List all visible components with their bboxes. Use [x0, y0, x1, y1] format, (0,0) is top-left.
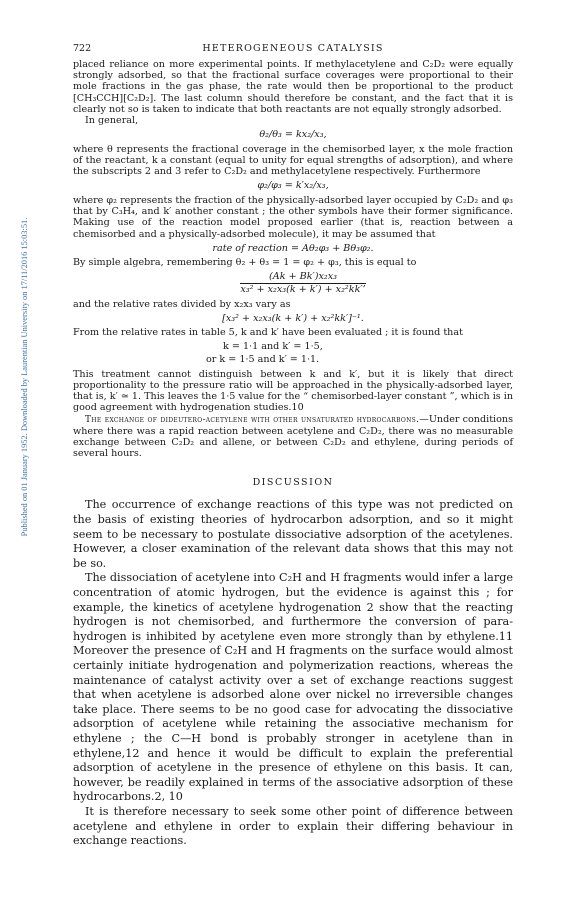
paragraph-3: where θ represents the fractional coverage in the chemisorbed layer, x the mole fraction of the reactant, k a constant (equal to unity for equal strengths of adsorption), and where the subscripts 2 and 3 refer to C₂D₂ and methylacetylene respectively. Furthermore — [73, 143, 513, 178]
section-run-in-heading: The exchange of dideutero-acetylene with other unsaturated hydrocarbons. — [85, 414, 420, 425]
equation-4: [x₃² + x₂x₃(k + k′) + x₂²kk′]⁻¹. — [222, 312, 364, 324]
page-number: 722 — [73, 43, 92, 54]
fraction-numerator: (Ak + Bk′)x₂x₃ — [240, 271, 365, 284]
discussion-paragraph-2: The dissociation of acetylene into C₂H and H fragments would infer a large concentration of atomic hydrogen, but the evidence is against this ; for example, the kinetics of acetylene hydrogenation 2 show that the reacting hydrogen is not chemisorbed, and furthermore the conversion of para-hydrogen is inhibited by acetylene even more strongly than by ethylene.11 Moreover the presence of C₂H and H fragments on the surface would almost certainly initiate hydrogenation and polymerization reactions, whereas the maintenance of catalyst activity over a set of exchange reactions suggest that when acetylene is adsorbed alone over nickel no irreversible changes take place. There seems to be no good case for advocating the dissociative adsorption of acetylene while retaining the associative mechanism for ethylene ; the C—H bond is probably stronger in acetylene than in ethylene,12 and hence it would be difficult to explain the preferential adsorption of acetylene in the presence of ethylene on this basis. It can, however, be readily explained in terms of the associative adsorption of these hydrocarbons.2, 10 — [73, 571, 513, 804]
paragraph-8: This treatment cannot distinguish between k and k′, but it is likely that direct proportionality to the pressure ratio will be approached in the physically-adsorbed layer, that is, k′ ≃ 1. This leaves the 1·5 value for the “ chemisorbed-layer constant ”, which is in good agreement with hydrogenation studies.10 — [73, 368, 513, 414]
paragraph-9-text: —Under conditions where there was a rapid reaction between acetylene and C₂D₂, there was no measurable exchange between C₂D₂ and allene, or between C₂D₂ and ethylene, during periods of several hours. — [73, 413, 513, 460]
discussion-paragraph-1: The occurrence of exchange reactions of this type was not predicted on the basis of existing theories of hydrocarbon adsorption, and so it might seem to be necessary to postulate dissociative adsorption of the acetylenes. However, a closer examination of the relevant data shows that this may not be so. — [73, 498, 513, 570]
paragraph-4: where φ₂ represents the fraction of the physically-adsorbed layer occupied by C₂D₂ and φ₃ that by C₃H₄, and k′ another constant ; the other symbols have their former significance. Making use of the reaction model proposed earlier (that is, reaction between a chemisorbed and a physically-adsorbed molecule), it may be assumed that — [73, 195, 513, 240]
paragraph-1: placed reliance on more experimental points. If methylacetylene and C₂D₂ were equally strongly adsorbed, so that the fractional surface coverages were proportional to their mole fractions in the gas phase, the rate would then be proportional to the product [CH₃CCH][C₂D₂]. The last column should therefore be constant, and the fact that it is clearly not so is taken to indicate that both reactants are not equally strongly adsorbed. — [73, 59, 513, 115]
equation-1: θ₂/θ₃ = kx₂/x₃, — [259, 129, 327, 141]
fraction-equation — [93, 271, 513, 296]
paragraph-2: In general, — [85, 115, 139, 127]
paragraph-7: From the relative rates in table 5, k and k′ have been evaluated ; it is found that — [73, 327, 463, 339]
equation-5: k = 1·1 and k′ = 1·5, — [223, 340, 323, 352]
paragraph-9 — [73, 414, 513, 460]
fraction-denominator: x₃² + x₂x₃(k + k′) + x₂²kk′’ — [240, 283, 366, 295]
page-header — [73, 43, 513, 59]
discussion-body — [73, 498, 513, 848]
running-head: HETEROGENEOUS CATALYSIS — [202, 43, 384, 54]
paragraph-5: By simple algebra, remembering θ₂ + θ₃ = 1 = φ₂ + φ₃, this is equal to — [73, 257, 417, 269]
equation-2: φ₂/φ₃ = k′x₂/x₃, — [257, 180, 329, 192]
download-watermark: Published on 01 January 1952. Downloaded by Laurentian University on 17/11/2016 15:03:51. — [20, 217, 29, 537]
equation-3: rate of reaction = Aθ₂φ₃ + Bθ₃φ₂. — [212, 242, 374, 254]
paragraph-6: and the relative rates divided by x₂x₃ vary as — [73, 298, 291, 310]
equation-6: or k = 1·5 and k′ = 1·1. — [206, 354, 320, 366]
discussion-paragraph-3: It is therefore necessary to seek some other point of difference between acetylene and ethylene in order to explain their differing behaviour in exchange reactions. — [73, 804, 513, 848]
page-body — [73, 43, 513, 849]
discussion-heading: DISCUSSION — [252, 477, 334, 489]
